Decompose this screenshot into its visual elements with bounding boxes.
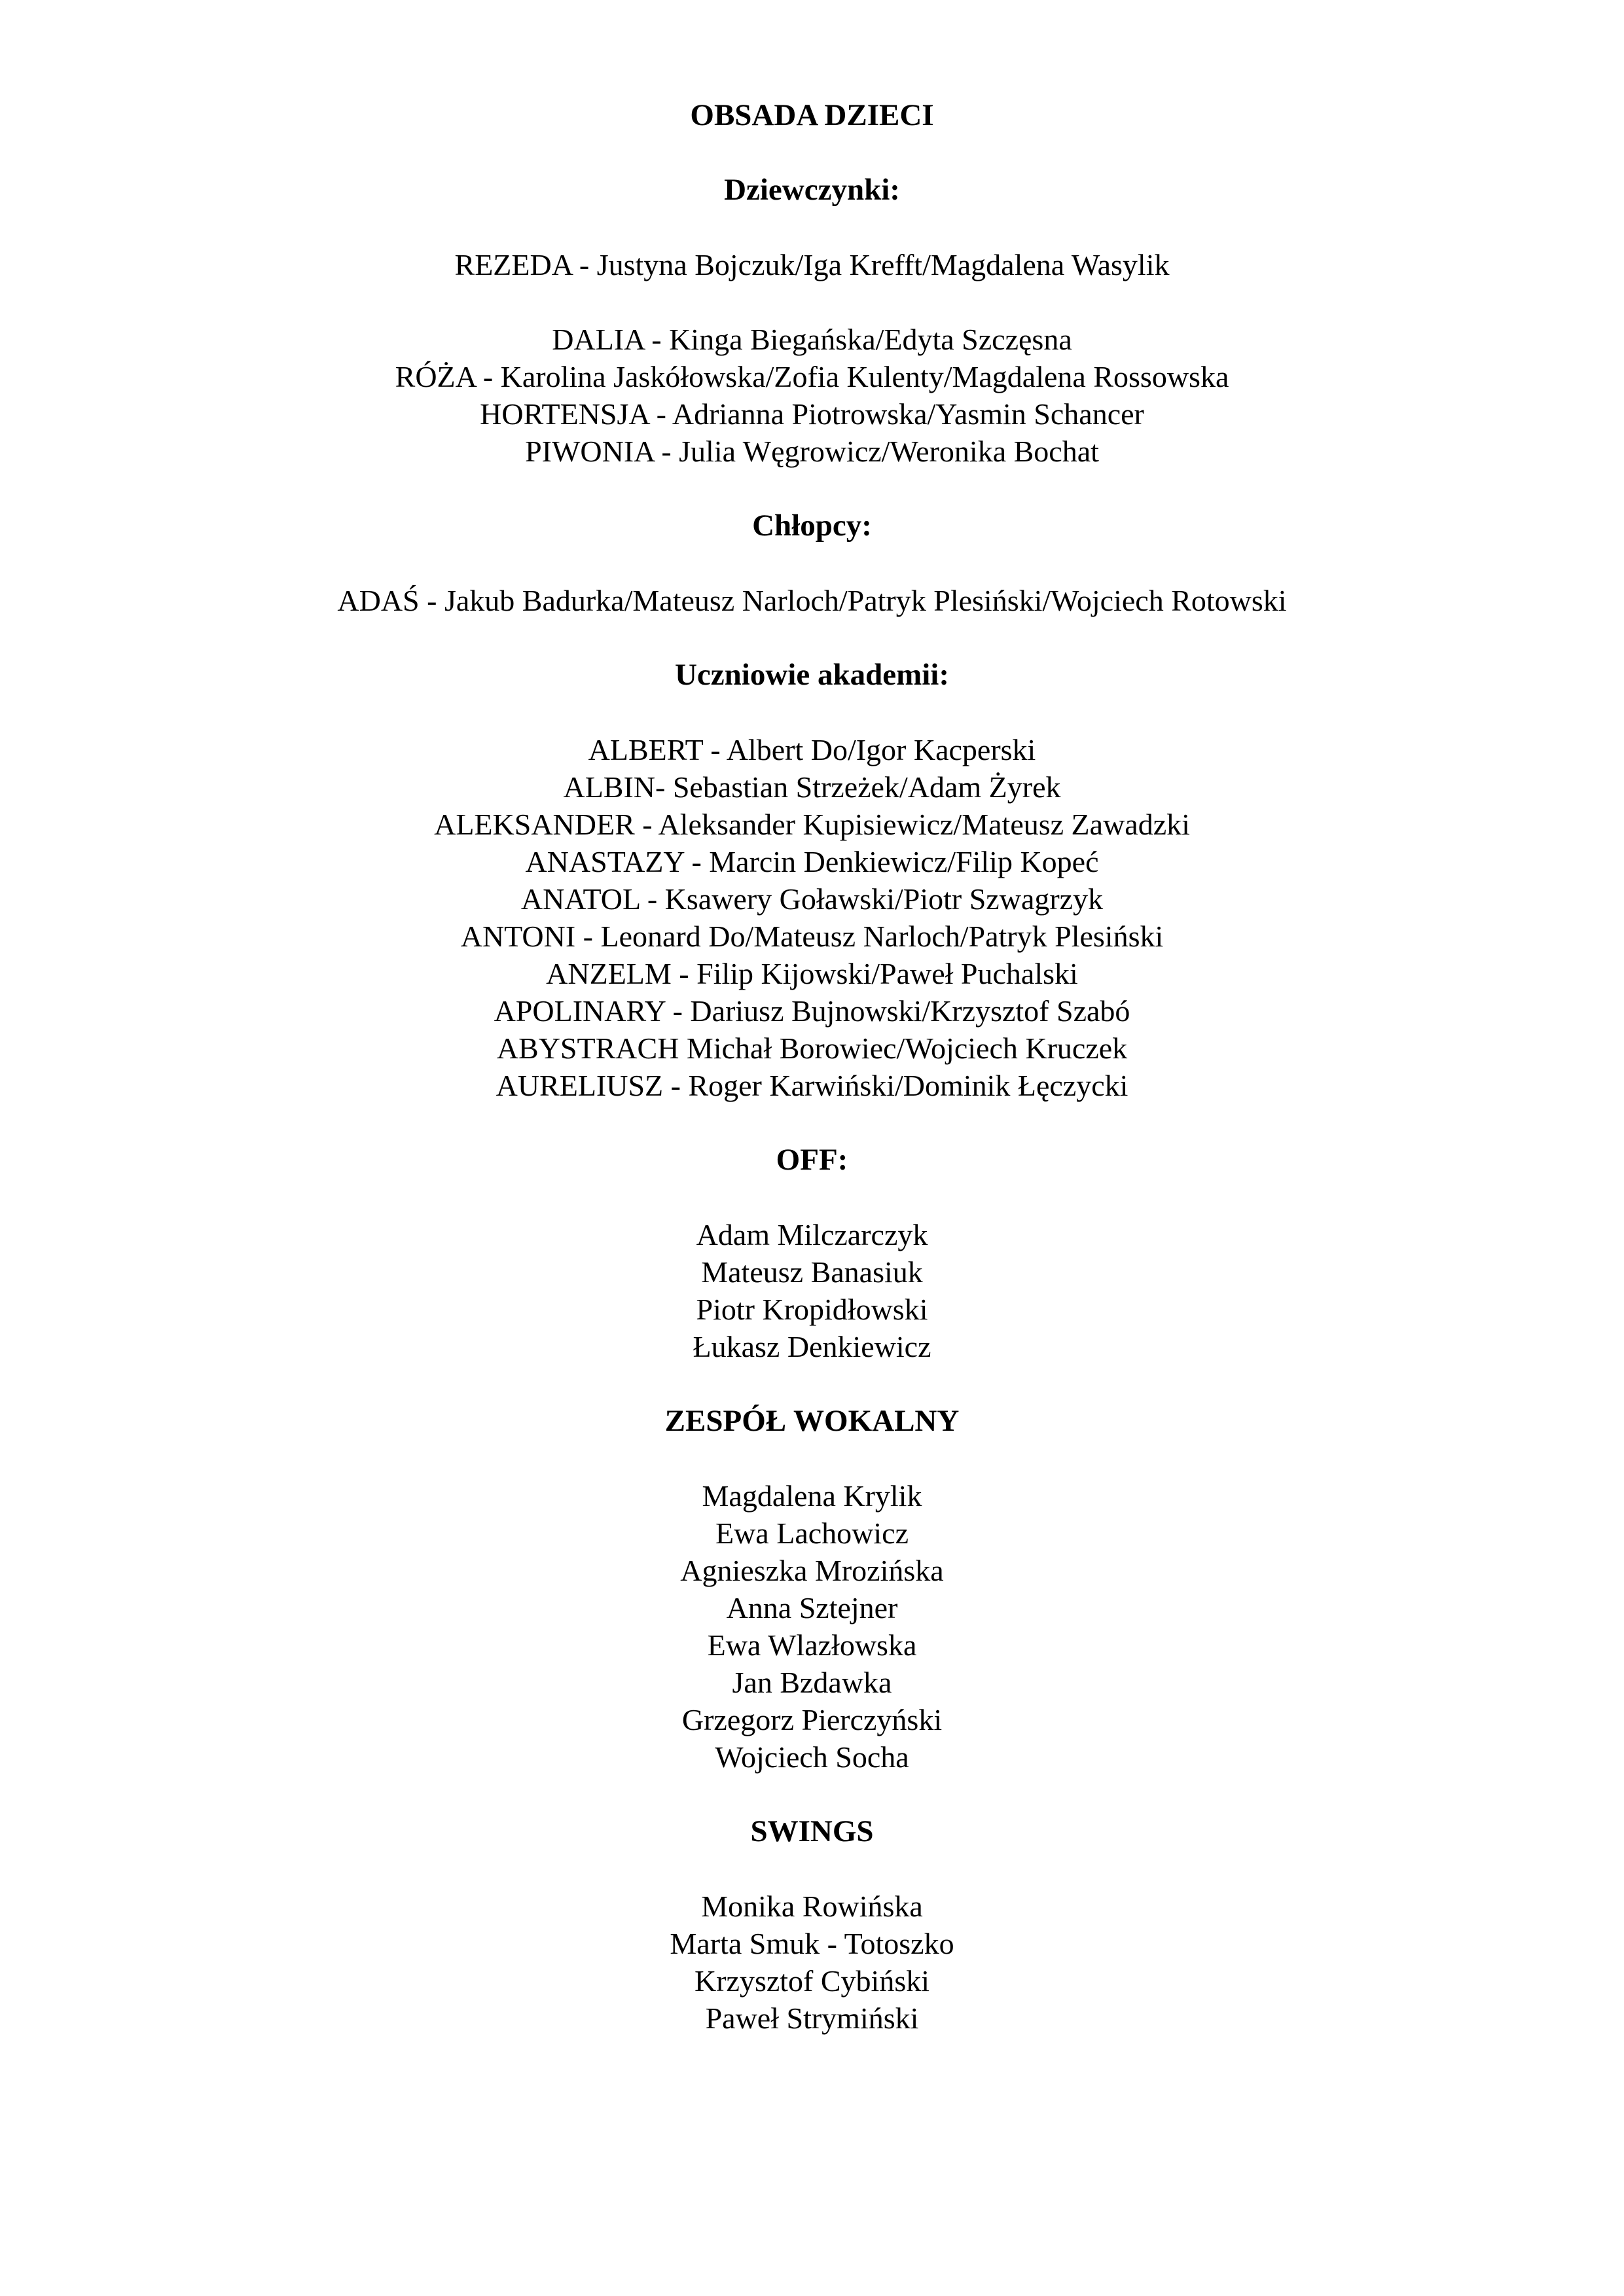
cast-line: Piotr Kropidłowski bbox=[696, 1293, 928, 1326]
document-title: OBSADA DZIECI bbox=[690, 98, 934, 132]
cast-line: ALBIN- Sebastian Strzeżek/Adam Żyrek bbox=[563, 770, 1061, 804]
cast-line: Marta Smuk - Totoszko bbox=[670, 1927, 954, 1960]
cast-line: ABYSTRACH Michał Borowiec/Wojciech Kruczek bbox=[496, 1031, 1128, 1065]
section-heading-swings: SWINGS bbox=[750, 1814, 874, 1848]
cast-line: PIWONIA - Julia Węgrowicz/Weronika Bochat bbox=[525, 435, 1099, 468]
cast-line: Łukasz Denkiewicz bbox=[693, 1330, 931, 1363]
cast-line: RÓŻA - Karolina Jaskółowska/Zofia Kulenty/Magdalena Rossowska bbox=[395, 360, 1229, 393]
cast-line: DALIA - Kinga Biegańska/Edyta Szczęsna bbox=[552, 323, 1072, 356]
cast-line: APOLINARY - Dariusz Bujnowski/Krzysztof Szabó bbox=[494, 994, 1130, 1028]
cast-line: Ewa Wlazłowska bbox=[707, 1628, 917, 1662]
cast-line: ANASTAZY - Marcin Denkiewicz/Filip Kopeć bbox=[525, 845, 1099, 878]
cast-line: Paweł Strymiński bbox=[705, 2001, 919, 2035]
section-heading-vocal: ZESPÓŁ WOKALNY bbox=[664, 1404, 960, 1438]
cast-line: ANATOL - Ksawery Goławski/Piotr Szwagrzyk bbox=[520, 882, 1104, 916]
cast-line: Wojciech Socha bbox=[715, 1740, 909, 1774]
cast-line: REZEDA - Justyna Bojczuk/Iga Krefft/Magdalena Wasylik bbox=[454, 248, 1170, 281]
cast-line: ANZELM - Filip Kijowski/Paweł Puchalski bbox=[546, 957, 1078, 990]
cast-line: ALEKSANDER - Aleksander Kupisiewicz/Mateusz Zawadzki bbox=[434, 808, 1190, 841]
cast-line: Grzegorz Pierczyński bbox=[681, 1703, 943, 1736]
cast-line: Mateusz Banasiuk bbox=[701, 1255, 923, 1289]
cast-line: ALBERT - Albert Do/Igor Kacperski bbox=[588, 733, 1036, 766]
cast-line: Adam Milczarczyk bbox=[696, 1218, 928, 1251]
cast-line: Agnieszka Mrozińska bbox=[680, 1554, 944, 1587]
cast-line: Monika Rowińska bbox=[701, 1890, 923, 1923]
section-heading-boys: Chłopcy: bbox=[752, 509, 872, 543]
cast-line: Jan Bzdawka bbox=[732, 1666, 892, 1699]
cast-line: ANTONI - Leonard Do/Mateusz Narloch/Patryk Plesiński bbox=[460, 920, 1164, 953]
cast-line: AURELIUSZ - Roger Karwiński/Dominik Łęczycki bbox=[496, 1069, 1128, 1102]
cast-line: Anna Sztejner bbox=[726, 1591, 898, 1624]
section-heading-off: OFF: bbox=[776, 1143, 848, 1177]
cast-line: HORTENSJA - Adrianna Piotrowska/Yasmin Schancer bbox=[480, 397, 1144, 431]
top-margin bbox=[0, 0, 1624, 97]
cast-line: Ewa Lachowicz bbox=[715, 1516, 909, 1550]
cast-line: ADAŚ - Jakub Badurka/Mateusz Narloch/Patryk Plesiński/Wojciech Rotowski bbox=[337, 584, 1287, 617]
cast-line: Magdalena Krylik bbox=[702, 1479, 922, 1513]
section-heading-girls: Dziewczynki: bbox=[724, 173, 900, 207]
cast-line: Krzysztof Cybiński bbox=[694, 1964, 929, 1998]
section-heading-academy: Uczniowie akademii: bbox=[674, 658, 950, 692]
